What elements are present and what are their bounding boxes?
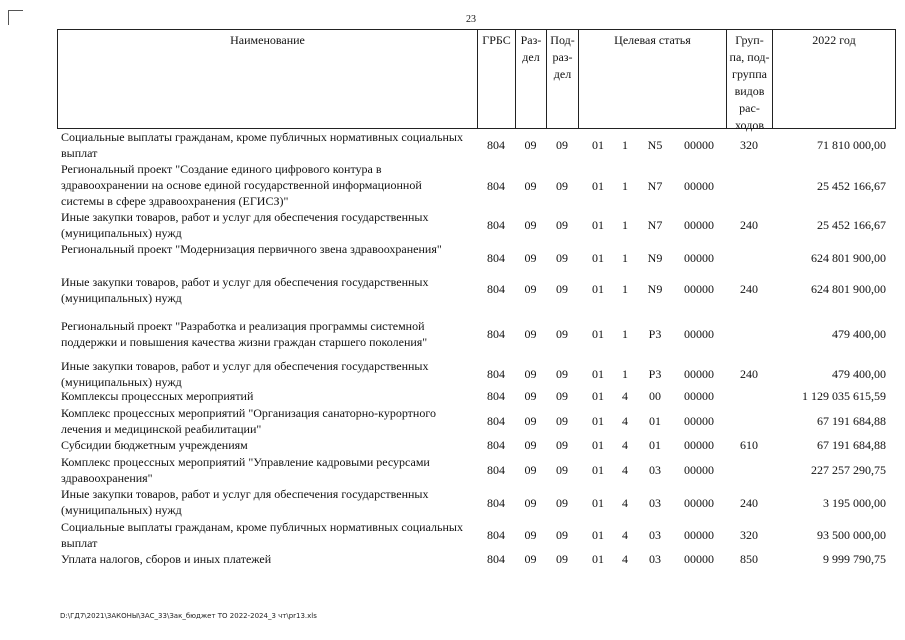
table-row <box>57 388 896 405</box>
row-target-project: N5 <box>647 138 663 152</box>
row-amount: 479 400,00 <box>832 327 886 341</box>
row-target-direction: 00000 <box>684 251 714 265</box>
row-target-project: 03 <box>649 552 661 566</box>
row-target-type: 1 <box>622 367 628 381</box>
row-target-project: N7 <box>647 179 663 193</box>
row-grbs: 804 <box>487 389 505 403</box>
row-expense-group: 240 <box>740 496 758 510</box>
row-grbs: 804 <box>487 496 505 510</box>
row-grbs: 804 <box>487 414 505 428</box>
table-row <box>57 519 896 551</box>
row-razdel: 09 <box>524 414 537 428</box>
row-target-program: 01 <box>592 327 604 341</box>
row-podrazdel: 09 <box>556 463 568 477</box>
row-name: Социальные выплаты гражданам, кроме публичных нормативных социальных выплат <box>61 130 463 160</box>
header-podrazdel <box>546 30 578 128</box>
row-target-program: 01 <box>592 251 604 265</box>
row-amount: 624 801 900,00 <box>811 282 886 296</box>
row-name: Иные закупки товаров, работ и услуг для обеспечения государственных (муниципальных) нужд <box>61 359 429 389</box>
header-group-line: Груп- <box>735 33 764 47</box>
row-target-project: P3 <box>648 327 662 341</box>
row-target-type: 1 <box>622 218 628 232</box>
row-target-project: N9 <box>647 251 663 265</box>
header-grbs: ГРБС <box>477 30 515 128</box>
row-name: Региональный проект "Разработка и реализация программы системной поддержки и повышения качества жизни граждан старшего поколения" <box>61 319 428 349</box>
row-expense-group: 240 <box>740 282 758 296</box>
row-razdel: 09 <box>524 528 537 542</box>
row-amount: 227 257 290,75 <box>811 463 886 477</box>
row-target-program: 01 <box>592 438 604 452</box>
row-razdel: 09 <box>524 179 537 193</box>
row-expense-group: 240 <box>740 367 758 381</box>
row-name: Региональный проект "Создание единого цифрового контура в здравоохранении на основе единой государственной информационной системы в сфере здравоохранения (ЕГИСЗ)" <box>61 162 422 208</box>
header-expense-group <box>726 30 772 132</box>
row-target-project: 01 <box>649 438 661 452</box>
row-grbs: 804 <box>487 138 505 152</box>
row-name: Региональный проект "Модернизация первичного звена здравоохранения" <box>61 242 442 256</box>
header-group-line: видов <box>734 84 765 98</box>
table-row <box>57 274 896 312</box>
header-target-article: Целевая статья <box>578 30 726 128</box>
header-name: Наименование <box>57 30 477 128</box>
table-row <box>57 486 896 519</box>
header-razdel-line: Раз- <box>520 33 542 47</box>
scan-corner-mark <box>8 10 23 25</box>
row-target-direction: 00000 <box>684 438 714 452</box>
header-group-line: ходов <box>735 118 764 132</box>
row-target-type: 1 <box>622 179 628 193</box>
row-name: Уплата налогов, сборов и иных платежей <box>61 552 272 566</box>
row-podrazdel: 09 <box>556 496 568 510</box>
header-podrazdel-line: раз- <box>552 50 573 64</box>
header-podrazdel-line: дел <box>553 67 572 81</box>
row-target-type: 4 <box>622 463 628 477</box>
header-razdel <box>515 30 546 128</box>
row-expense-group: 610 <box>740 438 758 452</box>
row-target-project: N7 <box>647 218 663 232</box>
row-amount: 71 810 000,00 <box>817 138 886 152</box>
row-amount: 3 195 000,00 <box>823 496 886 510</box>
row-razdel: 09 <box>524 327 537 341</box>
row-name: Иные закупки товаров, работ и услуг для обеспечения государственных (муниципальных) нужд <box>61 275 429 305</box>
row-target-program: 01 <box>592 552 604 566</box>
row-target-direction: 00000 <box>684 179 714 193</box>
row-amount: 67 191 684,88 <box>817 414 886 428</box>
table-row <box>57 161 896 209</box>
row-expense-group: 240 <box>740 218 758 232</box>
table-row <box>57 454 896 486</box>
row-target-project: 03 <box>649 496 661 510</box>
row-amount: 624 801 900,00 <box>811 251 886 265</box>
row-target-direction: 00000 <box>684 282 714 296</box>
header-group-line: группа <box>732 67 767 81</box>
row-target-direction: 00000 <box>684 367 714 381</box>
row-grbs: 804 <box>487 251 505 265</box>
row-razdel: 09 <box>524 367 537 381</box>
row-razdel: 09 <box>524 251 537 265</box>
row-target-project: 03 <box>649 528 661 542</box>
row-name: Комплексы процессных мероприятий <box>61 389 254 403</box>
row-podrazdel: 09 <box>556 218 568 232</box>
header-group-line: рас- <box>739 101 760 115</box>
table-row <box>57 551 896 568</box>
table-row <box>57 129 896 161</box>
row-grbs: 804 <box>487 438 505 452</box>
row-target-program: 01 <box>592 179 604 193</box>
row-podrazdel: 09 <box>556 414 568 428</box>
table-row <box>57 241 896 274</box>
row-razdel: 09 <box>524 496 537 510</box>
row-razdel: 09 <box>524 282 537 296</box>
row-podrazdel: 09 <box>556 282 568 296</box>
row-amount: 9 999 790,75 <box>823 552 886 566</box>
row-amount: 25 452 166,67 <box>817 218 886 232</box>
row-target-type: 4 <box>622 528 628 542</box>
row-target-direction: 00000 <box>684 496 714 510</box>
row-razdel: 09 <box>524 552 537 566</box>
row-grbs: 804 <box>487 528 505 542</box>
row-razdel: 09 <box>524 138 537 152</box>
row-target-program: 01 <box>592 463 604 477</box>
row-target-type: 4 <box>622 414 628 428</box>
row-target-program: 01 <box>592 282 604 296</box>
row-grbs: 804 <box>487 218 505 232</box>
row-podrazdel: 09 <box>556 389 568 403</box>
row-amount: 1 129 035 615,59 <box>802 389 886 403</box>
row-amount: 25 452 166,67 <box>817 179 886 193</box>
row-target-direction: 00000 <box>684 389 714 403</box>
row-target-direction: 00000 <box>684 327 714 341</box>
row-target-direction: 00000 <box>684 552 714 566</box>
row-target-program: 01 <box>592 138 604 152</box>
table-row <box>57 209 896 241</box>
table-row <box>57 312 896 358</box>
header-group-line: па, под- <box>729 50 770 64</box>
row-expense-group: 320 <box>740 528 758 542</box>
table-body <box>57 129 896 568</box>
row-podrazdel: 09 <box>556 367 568 381</box>
file-path-footer: D:\ГД7\2021\ЗАКОНЫ\ЗАС_33\Зак_бюджет ТО 2022-2024_3 чт\pr13.xls <box>60 612 317 620</box>
row-target-direction: 00000 <box>684 218 714 232</box>
row-target-type: 4 <box>622 496 628 510</box>
row-grbs: 804 <box>487 552 505 566</box>
row-target-type: 1 <box>622 251 628 265</box>
row-target-program: 01 <box>592 528 604 542</box>
row-target-project: N9 <box>647 282 663 296</box>
header-razdel-line: дел <box>522 50 540 64</box>
header-year-2022: 2022 год <box>772 30 896 128</box>
table-row <box>57 437 896 454</box>
row-target-type: 4 <box>622 389 628 403</box>
row-name: Иные закупки товаров, работ и услуг для обеспечения государственных (муниципальных) нужд <box>61 487 429 517</box>
row-name: Комплекс процессных мероприятий "Организация санаторно-курортного лечения и медицинской реабилитации" <box>61 406 436 436</box>
row-podrazdel: 09 <box>556 179 568 193</box>
row-target-program: 01 <box>592 414 604 428</box>
table-row <box>57 405 896 437</box>
row-razdel: 09 <box>524 218 537 232</box>
row-grbs: 804 <box>487 282 505 296</box>
row-amount: 67 191 684,88 <box>817 438 886 452</box>
header-podrazdel-line: Под- <box>550 33 575 47</box>
row-target-program: 01 <box>592 367 604 381</box>
row-target-project: 03 <box>649 463 661 477</box>
row-razdel: 09 <box>524 463 537 477</box>
row-podrazdel: 09 <box>556 438 568 452</box>
row-podrazdel: 09 <box>556 552 568 566</box>
row-target-direction: 00000 <box>684 528 714 542</box>
row-podrazdel: 09 <box>556 327 568 341</box>
row-razdel: 09 <box>524 389 537 403</box>
row-target-type: 4 <box>622 552 628 566</box>
row-razdel: 09 <box>524 438 537 452</box>
row-target-type: 4 <box>622 438 628 452</box>
row-name: Социальные выплаты гражданам, кроме публичных нормативных социальных выплат <box>61 520 463 550</box>
row-target-project: P3 <box>648 367 662 381</box>
row-name: Субсидии бюджетным учреждениям <box>61 438 248 452</box>
row-grbs: 804 <box>487 463 505 477</box>
row-name: Комплекс процессных мероприятий "Управление кадровыми ресурсами здравоохранения" <box>61 455 430 485</box>
row-target-direction: 00000 <box>684 138 714 152</box>
row-grbs: 804 <box>487 179 505 193</box>
table-header <box>57 29 896 132</box>
row-amount: 479 400,00 <box>832 367 886 381</box>
row-expense-group: 850 <box>740 552 758 566</box>
row-podrazdel: 09 <box>556 528 568 542</box>
row-amount: 93 500 000,00 <box>817 528 886 542</box>
row-target-direction: 00000 <box>684 414 714 428</box>
row-target-type: 1 <box>622 282 628 296</box>
row-grbs: 804 <box>487 367 505 381</box>
row-target-program: 01 <box>592 389 604 403</box>
row-podrazdel: 09 <box>556 251 568 265</box>
row-expense-group: 320 <box>740 138 758 152</box>
row-target-type: 1 <box>622 327 628 341</box>
row-grbs: 804 <box>487 327 505 341</box>
row-target-project: 00 <box>649 389 661 403</box>
row-target-program: 01 <box>592 496 604 510</box>
table-row <box>57 358 896 388</box>
row-target-direction: 00000 <box>684 463 714 477</box>
row-podrazdel: 09 <box>556 138 568 152</box>
page-number: 23 <box>466 14 476 25</box>
row-target-program: 01 <box>592 218 604 232</box>
row-target-project: 01 <box>649 414 661 428</box>
row-target-type: 1 <box>622 138 628 152</box>
row-name: Иные закупки товаров, работ и услуг для обеспечения государственных (муниципальных) нужд <box>61 210 429 240</box>
